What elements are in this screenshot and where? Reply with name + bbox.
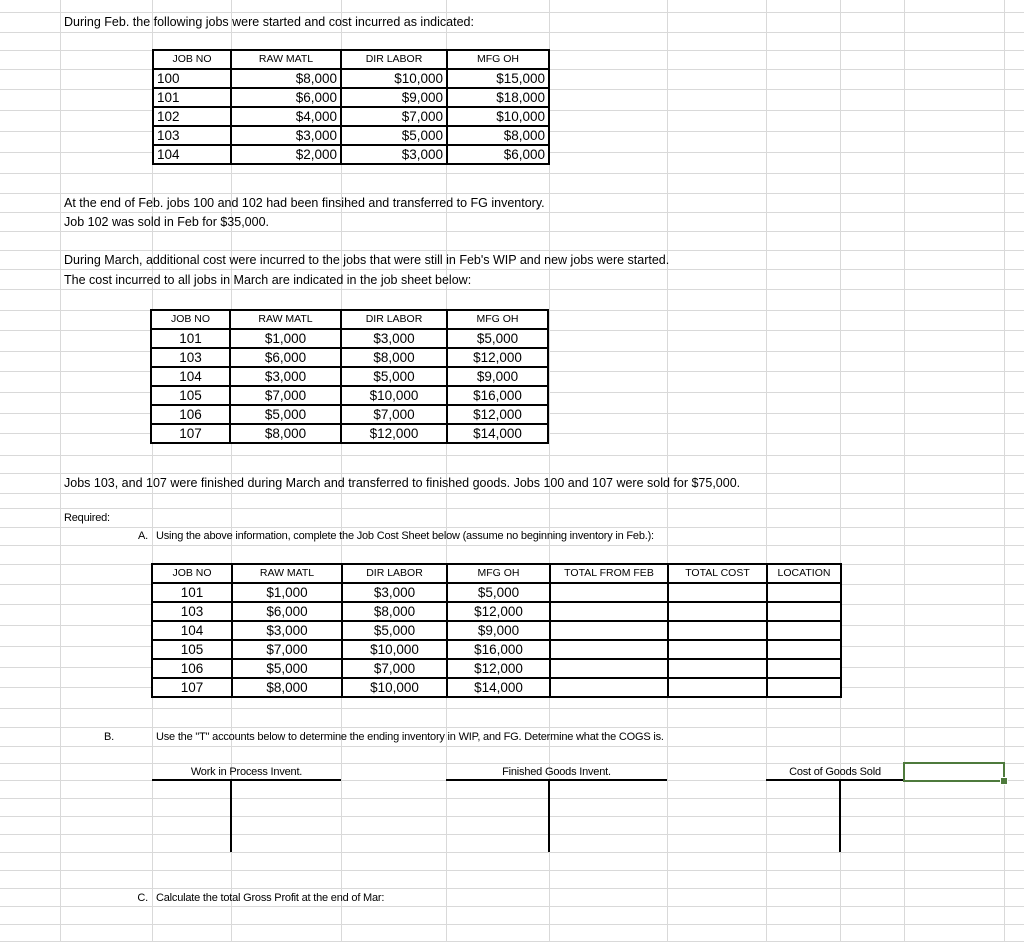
table-cell[interactable]: $12,000 <box>447 602 550 621</box>
gridline-row <box>0 852 1024 853</box>
t-account-wip-topline <box>152 779 341 781</box>
table-cell[interactable]: 101 <box>152 583 232 602</box>
table-cell[interactable]: $10,000 <box>342 678 447 697</box>
table-cell[interactable]: 103 <box>152 602 232 621</box>
table-cell[interactable]: $7,000 <box>341 107 447 126</box>
table-cell[interactable]: $3,000 <box>341 329 447 348</box>
table-cell[interactable]: $5,000 <box>447 583 550 602</box>
table-cell[interactable]: $5,000 <box>447 329 548 348</box>
table-row <box>152 678 841 697</box>
column-header: DIR LABOR <box>342 564 447 583</box>
column-header: TOTAL COST <box>668 564 767 583</box>
t-account-wip-stem <box>230 780 232 852</box>
table-cell[interactable]: $10,000 <box>447 107 549 126</box>
gridline-row <box>0 455 1024 456</box>
table-cell[interactable] <box>668 583 767 602</box>
table-cell[interactable]: $14,000 <box>447 678 550 697</box>
table-cell[interactable]: $6,000 <box>447 145 549 164</box>
table-cell[interactable]: 105 <box>152 640 232 659</box>
gridline-row <box>0 231 1024 232</box>
table-cell[interactable]: 102 <box>153 107 231 126</box>
table-row <box>151 367 548 386</box>
t-account-fg-topline <box>446 779 667 781</box>
table-cell[interactable]: 103 <box>153 126 231 145</box>
job-cost-sheet-table <box>151 563 842 698</box>
table-cell[interactable]: $5,000 <box>230 405 341 424</box>
t-account-cogs-topline <box>766 779 904 781</box>
gridline-row <box>0 545 1024 546</box>
table-cell[interactable]: 104 <box>152 621 232 640</box>
table-cell[interactable]: $3,000 <box>341 145 447 164</box>
table-cell[interactable]: $14,000 <box>447 424 548 443</box>
feb-note-2: Job 102 was sold in Feb for $35,000. <box>64 215 269 229</box>
table-cell[interactable]: 101 <box>153 88 231 107</box>
table-cell[interactable]: $8,000 <box>447 126 549 145</box>
table-cell[interactable] <box>550 640 668 659</box>
march-note-1: During March, additional cost were incurred to the jobs that were still in Feb's WIP and new jobs were started. <box>64 253 670 267</box>
table-row <box>152 659 841 678</box>
t-account-wip-label: Work in Process Invent. <box>190 766 303 778</box>
table-cell[interactable]: $1,000 <box>230 329 341 348</box>
gridline-row <box>0 888 1024 889</box>
column-header: MFG OH <box>447 564 550 583</box>
gridline-row <box>0 924 1024 925</box>
table-row <box>152 602 841 621</box>
table-row <box>151 424 548 443</box>
feb-job-table <box>152 49 550 165</box>
gridline-row <box>0 906 1024 907</box>
table-cell[interactable]: $10,000 <box>341 386 447 405</box>
table-cell[interactable]: $16,000 <box>447 386 548 405</box>
gridline-col <box>904 0 905 942</box>
table-row <box>151 329 548 348</box>
table-cell[interactable]: $12,000 <box>447 659 550 678</box>
table-cell[interactable]: $9,000 <box>447 367 548 386</box>
march-finish-note: Jobs 103, and 107 were finished during March and transferred to finished goods. Jobs 100 and 107 were sold for $75,000. <box>64 476 741 490</box>
table-cell[interactable]: $1,000 <box>232 583 342 602</box>
table-cell[interactable] <box>550 659 668 678</box>
column-header: TOTAL FROM FEB <box>550 564 668 583</box>
gridline-row <box>0 816 1024 817</box>
gridline-row <box>0 493 1024 494</box>
table-row <box>151 348 548 367</box>
table-cell[interactable]: $3,000 <box>230 367 341 386</box>
column-header: JOB NO <box>151 310 230 329</box>
intro-text: During Feb. the following jobs were started and cost incurred as indicated: <box>64 15 474 29</box>
gridline-row <box>0 708 1024 709</box>
table-cell[interactable]: $4,000 <box>231 107 341 126</box>
table-cell[interactable]: $12,000 <box>447 405 548 424</box>
column-header: JOB NO <box>153 50 231 69</box>
gridline-row <box>0 173 1024 174</box>
gridline-row <box>0 269 1024 270</box>
gridline-row <box>0 834 1024 835</box>
t-account-fg-stem <box>548 780 550 852</box>
table-row <box>153 69 549 88</box>
table-cell[interactable]: $9,000 <box>341 88 447 107</box>
table-cell[interactable] <box>668 659 767 678</box>
column-header: JOB NO <box>152 564 232 583</box>
table-row <box>153 107 549 126</box>
table-header-row <box>152 564 841 583</box>
table-cell[interactable]: $5,000 <box>341 367 447 386</box>
table-cell[interactable]: $10,000 <box>342 640 447 659</box>
part-c-text: Calculate the total Gross Profit at the end of Mar: <box>156 892 385 904</box>
gridline-row <box>0 289 1024 290</box>
table-cell[interactable]: $8,000 <box>231 69 341 88</box>
column-header: RAW MATL <box>231 50 341 69</box>
table-cell[interactable]: $6,000 <box>230 348 341 367</box>
table-cell[interactable]: $3,000 <box>232 621 342 640</box>
table-cell[interactable] <box>550 602 668 621</box>
table-cell[interactable] <box>668 621 767 640</box>
table-cell[interactable] <box>767 659 841 678</box>
gridline-col <box>766 0 767 942</box>
table-cell[interactable]: $8,000 <box>342 602 447 621</box>
gridline-row <box>0 798 1024 799</box>
gridline-col <box>667 0 668 942</box>
table-cell[interactable] <box>550 621 668 640</box>
table-cell[interactable] <box>767 621 841 640</box>
table-cell[interactable]: 104 <box>151 367 230 386</box>
t-account-cogs-label: Cost of Goods Sold <box>789 766 881 778</box>
table-cell[interactable]: $12,000 <box>447 348 548 367</box>
table-row <box>153 126 549 145</box>
table-cell[interactable] <box>550 678 668 697</box>
table-cell[interactable] <box>668 640 767 659</box>
table-cell[interactable]: 101 <box>151 329 230 348</box>
table-cell[interactable] <box>767 678 841 697</box>
table-row <box>153 145 549 164</box>
table-cell[interactable] <box>767 602 841 621</box>
column-header: DIR LABOR <box>341 310 447 329</box>
table-cell[interactable]: $8,000 <box>341 348 447 367</box>
column-header: RAW MATL <box>232 564 342 583</box>
table-row <box>152 640 841 659</box>
gridline-row <box>0 508 1024 509</box>
part-a-letter: A. <box>138 530 148 542</box>
table-cell[interactable]: 100 <box>153 69 231 88</box>
table-row <box>153 88 549 107</box>
table-cell[interactable]: $5,000 <box>341 126 447 145</box>
table-header-row <box>153 50 549 69</box>
table-cell[interactable]: $3,000 <box>342 583 447 602</box>
table-cell[interactable] <box>550 583 668 602</box>
part-a-text: Using the above information, complete the Job Cost Sheet below (assume no beginning inventory in Feb.): <box>156 530 654 542</box>
table-cell[interactable]: $3,000 <box>231 126 341 145</box>
table-cell[interactable]: $18,000 <box>447 88 549 107</box>
table-row <box>152 583 841 602</box>
column-header: MFG OH <box>447 50 549 69</box>
gridline-col <box>60 0 61 942</box>
table-cell[interactable] <box>668 602 767 621</box>
table-row <box>151 386 548 405</box>
part-b-letter: B. <box>104 731 114 743</box>
gridline-row <box>0 870 1024 871</box>
table-cell[interactable]: $6,000 <box>232 602 342 621</box>
table-cell[interactable]: $7,000 <box>232 640 342 659</box>
gridline-row <box>0 746 1024 747</box>
table-cell[interactable]: $9,000 <box>447 621 550 640</box>
table-cell[interactable]: 107 <box>152 678 232 697</box>
table-header-row <box>151 310 548 329</box>
table-cell[interactable]: $7,000 <box>341 405 447 424</box>
required-label: Required: <box>64 512 110 524</box>
table-cell[interactable]: 106 <box>151 405 230 424</box>
feb-note-1: At the end of Feb. jobs 100 and 102 had been finsihed and transferred to FG inventory. <box>64 196 545 210</box>
table-cell[interactable]: $6,000 <box>231 88 341 107</box>
table-row <box>152 621 841 640</box>
t-account-cogs-stem <box>839 780 841 852</box>
table-cell[interactable]: $7,000 <box>342 659 447 678</box>
table-cell[interactable]: $7,000 <box>230 386 341 405</box>
table-cell[interactable]: 107 <box>151 424 230 443</box>
fill-handle[interactable] <box>1000 777 1008 785</box>
table-cell[interactable]: $8,000 <box>232 678 342 697</box>
gridline-col <box>1004 0 1005 942</box>
table-cell[interactable]: $5,000 <box>342 621 447 640</box>
table-cell[interactable]: $10,000 <box>341 69 447 88</box>
gridline-row <box>0 32 1024 33</box>
table-cell[interactable] <box>767 583 841 602</box>
table-cell[interactable]: $12,000 <box>341 424 447 443</box>
column-header: LOCATION <box>767 564 841 583</box>
table-cell[interactable]: $15,000 <box>447 69 549 88</box>
table-cell[interactable]: 106 <box>152 659 232 678</box>
column-header: RAW MATL <box>230 310 341 329</box>
table-cell[interactable]: $16,000 <box>447 640 550 659</box>
selected-cell[interactable] <box>903 762 1005 782</box>
table-cell[interactable]: $5,000 <box>232 659 342 678</box>
table-cell[interactable]: 105 <box>151 386 230 405</box>
table-cell[interactable]: $2,000 <box>231 145 341 164</box>
table-row <box>151 405 548 424</box>
column-header: DIR LABOR <box>341 50 447 69</box>
table-cell[interactable]: 104 <box>153 145 231 164</box>
table-cell[interactable]: $8,000 <box>230 424 341 443</box>
march-note-2: The cost incurred to all jobs in March are indicated in the job sheet below: <box>64 273 472 287</box>
table-cell[interactable]: 103 <box>151 348 230 367</box>
table-cell[interactable] <box>668 678 767 697</box>
part-c-letter: C. <box>137 892 148 904</box>
column-header: MFG OH <box>447 310 548 329</box>
march-job-table <box>150 309 549 444</box>
t-account-fg-label: Finished Goods Invent. <box>502 766 611 778</box>
table-cell[interactable] <box>767 640 841 659</box>
part-b-text: Use the "T" accounts below to determine the ending inventory in WIP, and FG. Determine what the COGS is. <box>156 731 664 743</box>
